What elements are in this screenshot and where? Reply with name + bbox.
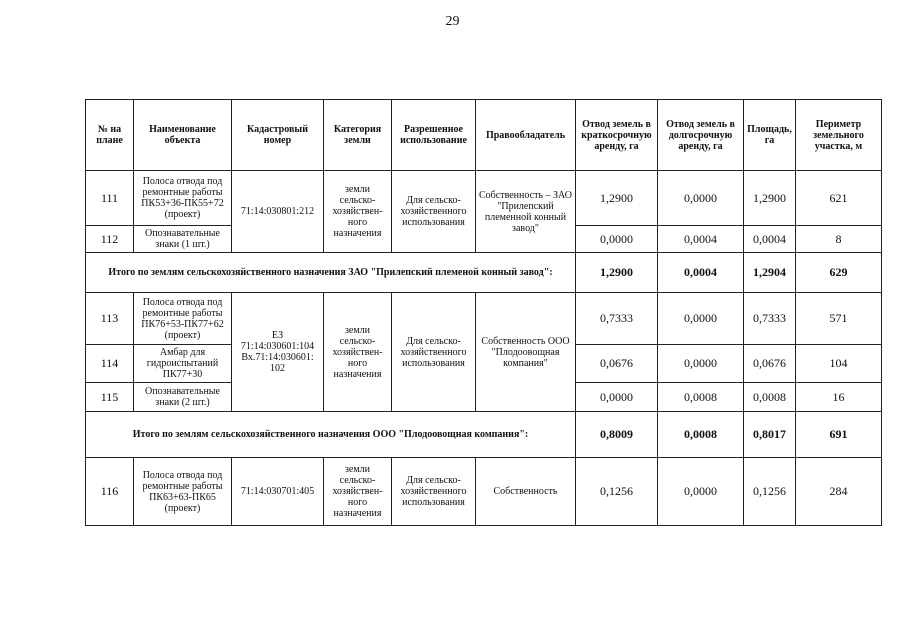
row-number: 114: [86, 345, 134, 383]
perimeter: 621: [796, 171, 882, 226]
total-perimeter: 629: [796, 253, 882, 293]
page-number: 29: [445, 14, 460, 29]
total-area: 1,2904: [744, 253, 796, 293]
short-term-lease: 0,7333: [576, 293, 658, 345]
permitted-use: Для сельско-хозяйственного использования: [392, 293, 476, 412]
cadastral-number: 71:14:030801:212: [232, 171, 324, 253]
header-row: [86, 100, 882, 171]
total-row: [86, 253, 882, 293]
long-term-lease: 0,0000: [658, 293, 744, 345]
row-number: 111: [86, 171, 134, 226]
land-allocation-table: [85, 99, 882, 526]
long-term-lease: 0,0000: [658, 171, 744, 226]
total-row: [86, 412, 882, 458]
total-label: Итого по землям сельскохозяйственного назначения ЗАО "Прилепский племеной конный завод":: [86, 253, 576, 293]
cadastral-number: ЕЗ 71:14:030601:104 Вх.71:14:030601: 102: [232, 293, 324, 412]
object-name: Опознавательные знаки (2 шт.): [134, 383, 232, 412]
total-area: 0,8017: [744, 412, 796, 458]
row-number: 113: [86, 293, 134, 345]
row-number: 112: [86, 226, 134, 253]
owner: Собственность – ЗАО "Прилепский племенной конный завод": [476, 171, 576, 253]
cadastral-number: 71:14:030701:405: [232, 458, 324, 526]
permitted-use: Для сельско-хозяйственного использования: [392, 458, 476, 526]
total-label: Итого по землям сельскохозяйственного назначения ООО "Плодоовощная компания":: [86, 412, 576, 458]
header-short-term-lease: Отвод земель в краткосрочную аренду, га: [576, 100, 658, 171]
area: 0,0676: [744, 345, 796, 383]
total-short-term-lease: 0,8009: [576, 412, 658, 458]
area: 0,0004: [744, 226, 796, 253]
total-long-term-lease: 0,0004: [658, 253, 744, 293]
perimeter: 16: [796, 383, 882, 412]
header-owner: Правообладатель: [476, 100, 576, 171]
short-term-lease: 0,0000: [576, 383, 658, 412]
perimeter: 284: [796, 458, 882, 526]
table-row: [86, 458, 882, 526]
table-row: [86, 171, 882, 226]
perimeter: 8: [796, 226, 882, 253]
total-long-term-lease: 0,0008: [658, 412, 744, 458]
owner: Собственность ООО "Плодоовощная компания": [476, 293, 576, 412]
land-category: земли сельско-хозяйствен-ного назначения: [324, 458, 392, 526]
object-name: Полоса отвода под ремонтные работы ПК63+63-ПК65 (проект): [134, 458, 232, 526]
area: 1,2900: [744, 171, 796, 226]
area: 0,0008: [744, 383, 796, 412]
permitted-use: Для сельско-хозяйственного использования: [392, 171, 476, 253]
short-term-lease: 1,2900: [576, 171, 658, 226]
object-name: Амбар для гидроиспытаний ПК77+30: [134, 345, 232, 383]
short-term-lease: 0,0000: [576, 226, 658, 253]
land-category: земли сельско-хозяйствен-ного назначения: [324, 293, 392, 412]
short-term-lease: 0,1256: [576, 458, 658, 526]
header-long-term-lease: Отвод земель в долгосрочную аренду, га: [658, 100, 744, 171]
header-area: Площадь, га: [744, 100, 796, 171]
row-number: 116: [86, 458, 134, 526]
long-term-lease: 0,0000: [658, 458, 744, 526]
area: 0,7333: [744, 293, 796, 345]
header-perimeter: Периметр земельного участка, м: [796, 100, 882, 171]
object-name: Опознавательные знаки (1 шт.): [134, 226, 232, 253]
perimeter: 104: [796, 345, 882, 383]
owner: Собственность: [476, 458, 576, 526]
total-short-term-lease: 1,2900: [576, 253, 658, 293]
total-perimeter: 691: [796, 412, 882, 458]
header-cadastral-number: Кадастровый номер: [232, 100, 324, 171]
perimeter: 571: [796, 293, 882, 345]
header-permitted-use: Разрешенное использование: [392, 100, 476, 171]
object-name: Полоса отвода под ремонтные работы ПК76+53-ПК77+62 (проект): [134, 293, 232, 345]
short-term-lease: 0,0676: [576, 345, 658, 383]
table-row: [86, 293, 882, 345]
header-object-name: Наименование объекта: [134, 100, 232, 171]
long-term-lease: 0,0004: [658, 226, 744, 253]
row-number: 115: [86, 383, 134, 412]
long-term-lease: 0,0000: [658, 345, 744, 383]
long-term-lease: 0,0008: [658, 383, 744, 412]
header-land-category: Категория земли: [324, 100, 392, 171]
area: 0,1256: [744, 458, 796, 526]
object-name: Полоса отвода под ремонтные работы ПК53+36-ПК55+72 (проект): [134, 171, 232, 226]
header-plan-number: № на плане: [86, 100, 134, 171]
land-category: земли сельско-хозяйствен-ного назначения: [324, 171, 392, 253]
